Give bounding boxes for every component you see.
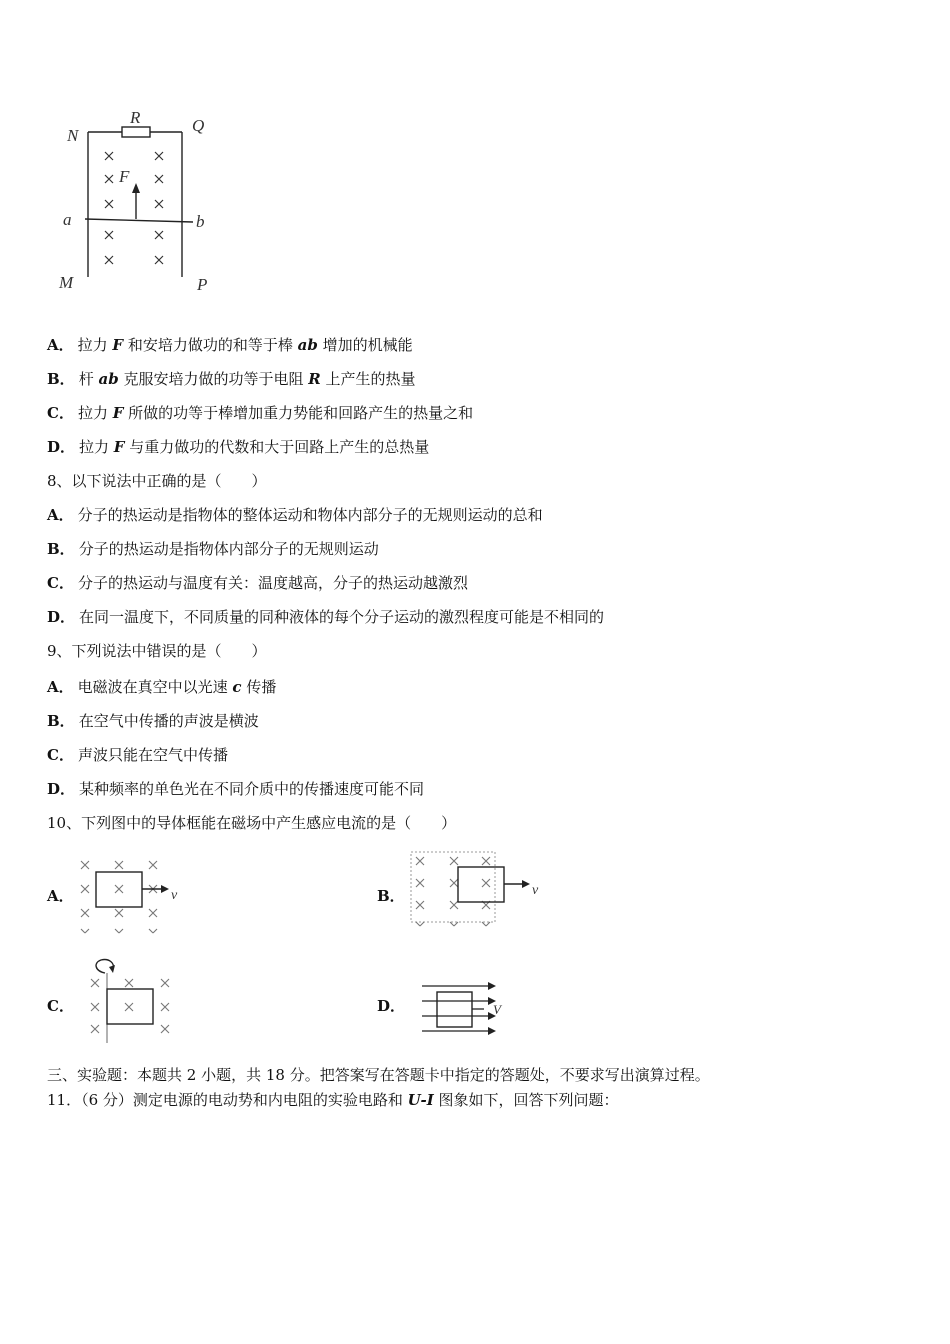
q9-option-a: A． 电磁波在真空中以光速 c 传播 <box>47 678 277 696</box>
label-b: b <box>196 212 205 231</box>
q10-d-velocity-label: V <box>493 1002 501 1017</box>
label-M: M <box>59 273 74 292</box>
q10-option-d-label: D． <box>377 997 406 1015</box>
q8-stem: 8、以下说法中正确的是（ ） <box>47 472 267 490</box>
q10-stem: 10、下列图中的导体框能在磁场中产生感应电流的是（ ） <box>47 814 457 832</box>
label-F: F <box>119 167 130 186</box>
q8-option-c: C． 分子的热运动与温度有关：温度越高，分子的热运动越激烈 <box>47 574 468 592</box>
q10-b-velocity-label: v <box>532 883 539 898</box>
label-a: a <box>63 210 72 229</box>
q7-option-c: C． 拉力 F 所做的功等于棒增加重力势能和回路产生的热量之和 <box>47 404 474 422</box>
q11-stem: 11．（6 分）测定电源的电动势和内电阻的实验电路和 U-I 图象如下，回答下列问题： <box>47 1091 619 1109</box>
q10-a-velocity-label: v <box>171 888 178 903</box>
q10-option-a-label: A． <box>47 887 74 905</box>
q10-figure-a <box>75 855 190 935</box>
rail-circuit-figure <box>55 105 225 300</box>
label-P: P <box>197 275 208 294</box>
q10-figure-d <box>420 978 520 1046</box>
q8-option-d: D． 在同一温度下，不同质量的同种液体的每个分子运动的激烈程度可能是不相同的 <box>47 608 605 626</box>
label-Q: Q <box>192 116 205 135</box>
label-R: R <box>130 108 141 127</box>
q7-option-d: D． 拉力 F 与重力做功的代数和大于回路上产生的总热量 <box>47 438 430 456</box>
q8-option-b: B． 分子的热运动是指物体内部分子的无规则运动 <box>47 540 379 558</box>
q7-option-a: A． 拉力 F 和安培力做功的和等于棒 ab 增加的机械能 <box>47 336 413 354</box>
q10-figure-b <box>408 850 548 930</box>
magnetic-field-crosses <box>105 152 163 264</box>
q10-option-c-label: C． <box>47 997 74 1015</box>
q9-option-c: C． 声波只能在空气中传播 <box>47 746 228 764</box>
q9-option-b: B． 在空气中传播的声波是横波 <box>47 712 259 730</box>
q7-option-b: B． 杆 ab 克服安培力做的功等于电阻 R 上产生的热量 <box>47 370 416 388</box>
q8-option-a: A． 分子的热运动是指物体的整体运动和物体内部分子的无规则运动的总和 <box>47 506 543 524</box>
q10-figure-c <box>85 955 185 1047</box>
rotation-arrow-icon <box>96 960 113 973</box>
q9-option-d: D． 某种频率的单色光在不同介质中的传播速度可能不同 <box>47 780 425 798</box>
section-3-heading: 三、实验题：本题共 2 小题，共 18 分。把答案写在答题卡中指定的答题处，不要求写出演算过程。 <box>47 1066 710 1084</box>
label-N: N <box>67 126 79 145</box>
q10-option-b-label: B． <box>377 887 405 905</box>
q9-stem: 9、下列说法中错误的是（ ） <box>47 642 267 660</box>
